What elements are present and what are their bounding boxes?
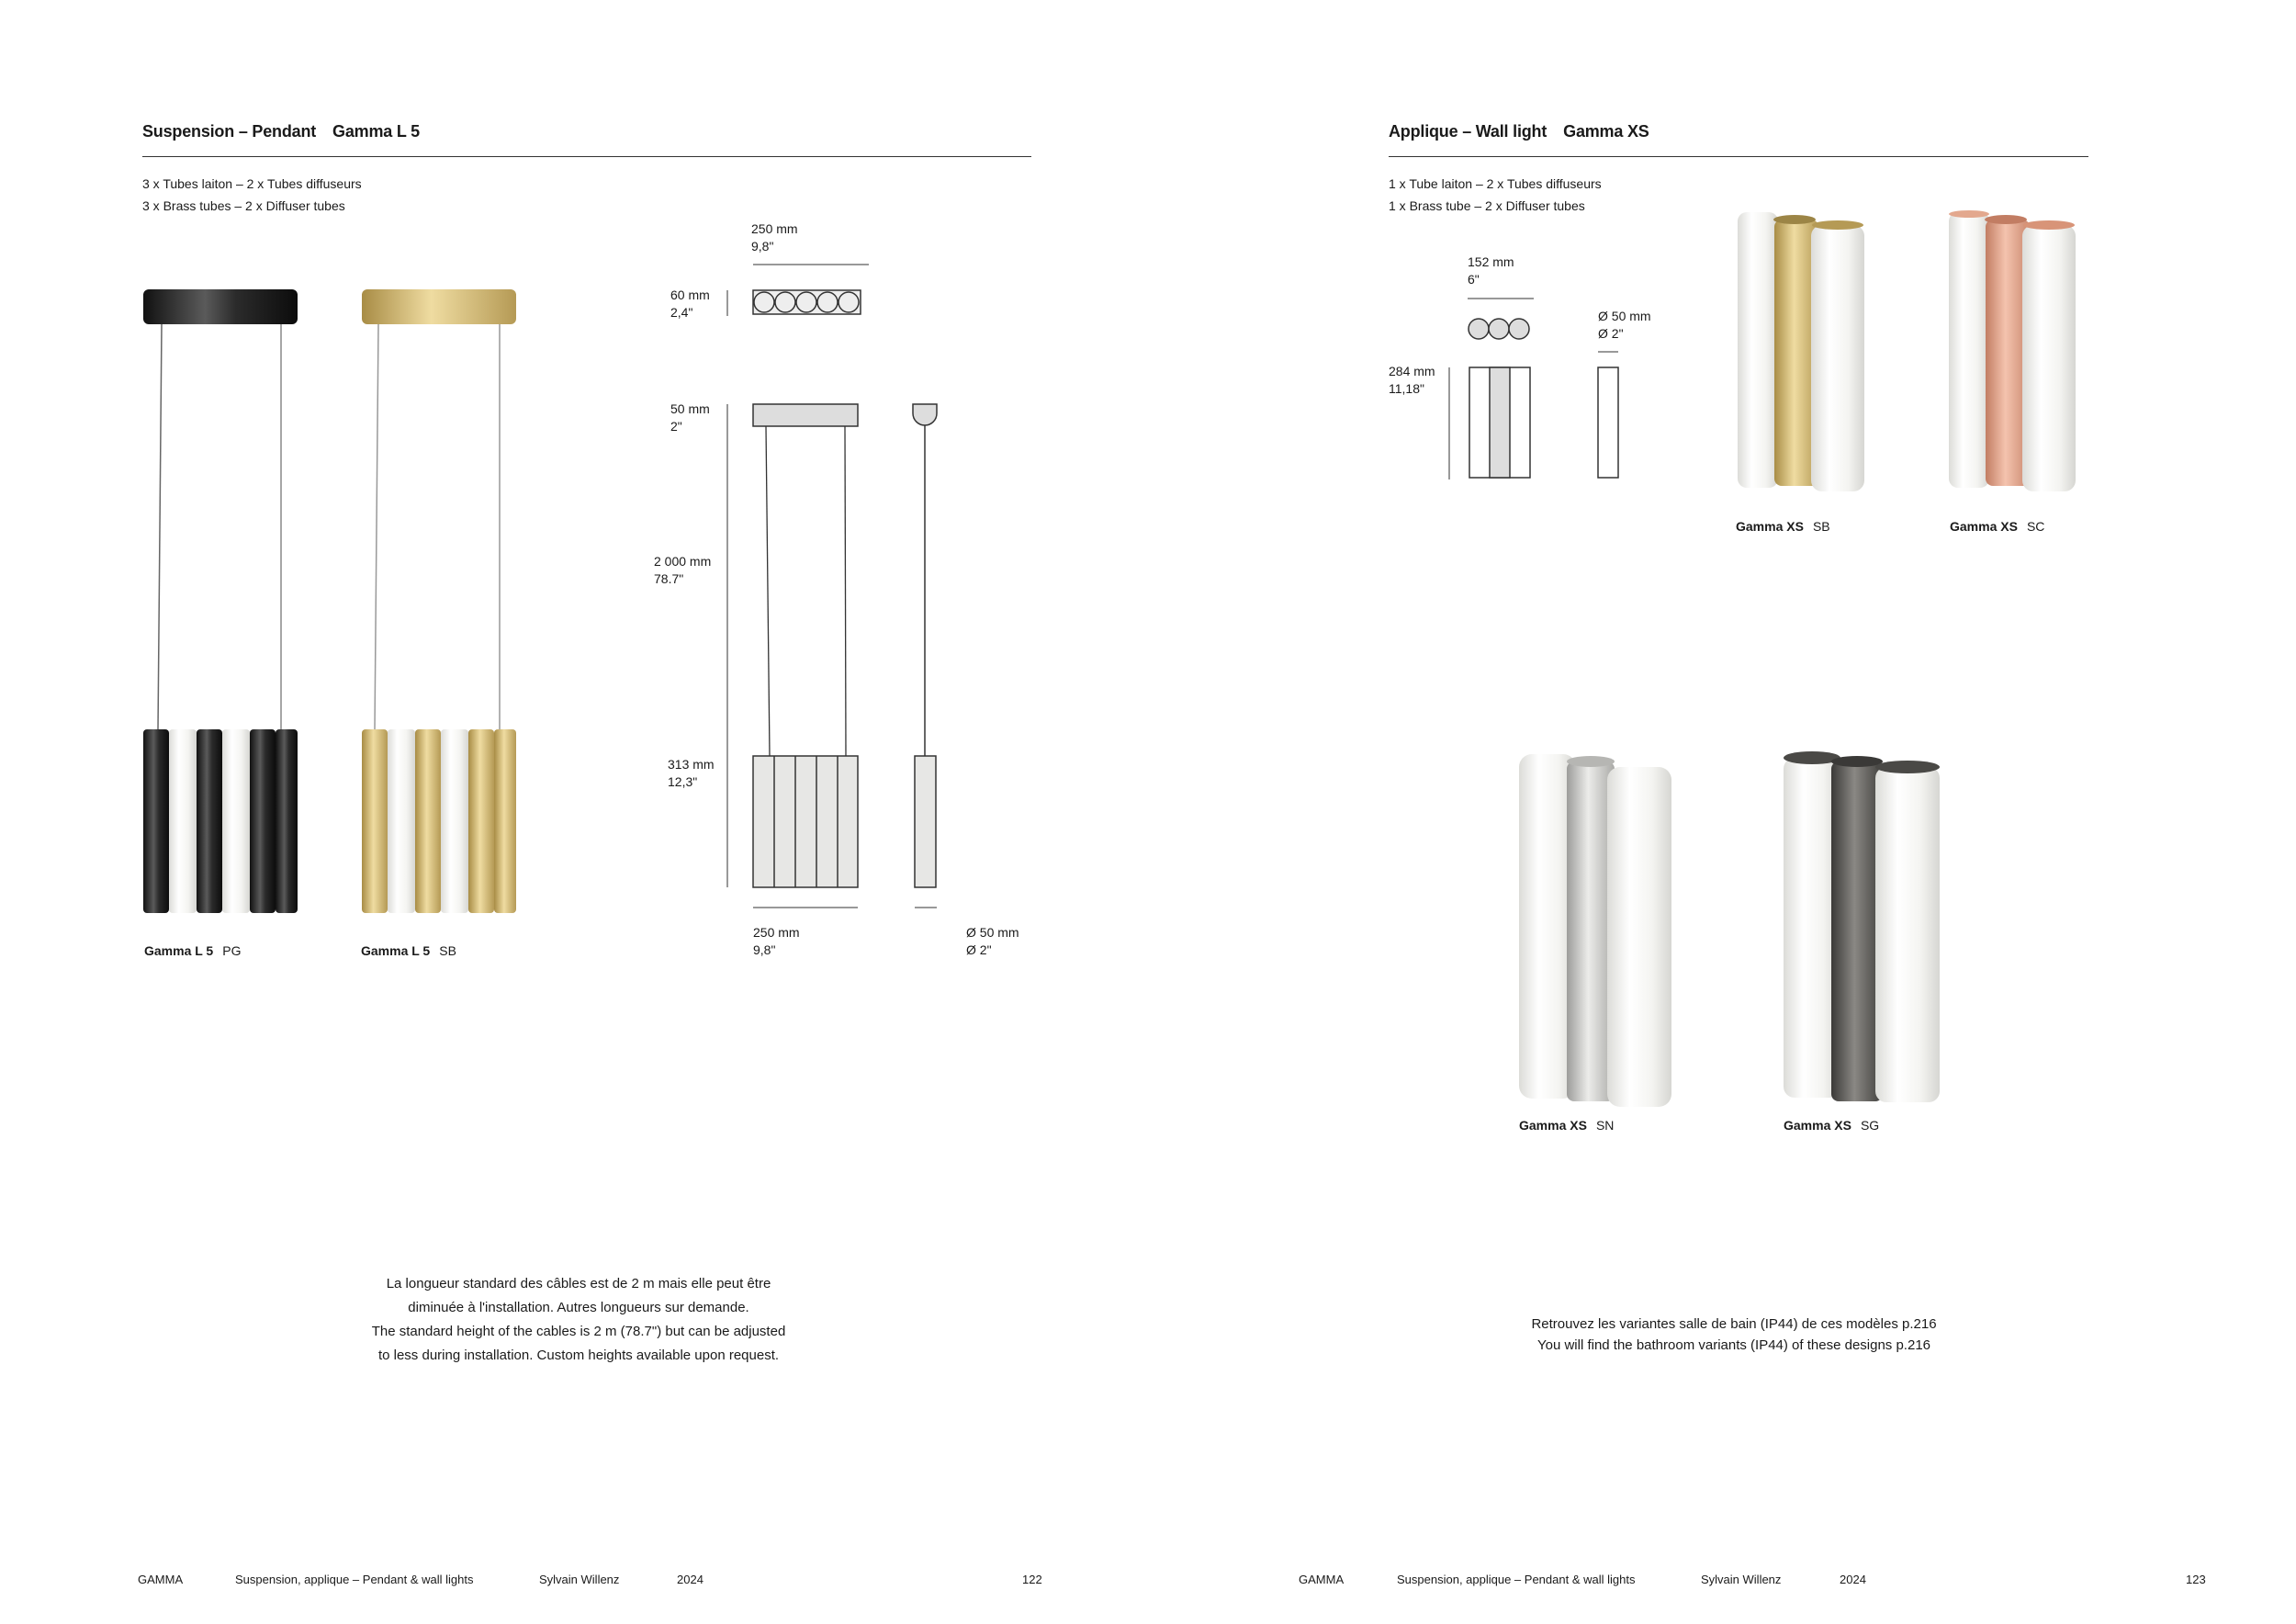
left-spec-line-fr: 3 x Tubes laiton – 2 x Tubes diffuseurs: [142, 176, 362, 191]
product-caption-l5-sb: [361, 943, 456, 958]
product-name: Gamma XS: [1736, 519, 1804, 534]
footer-page-number: 122: [1022, 1573, 1042, 1586]
dim-diameter: [966, 924, 1019, 959]
dim-value-inch: 78.7": [654, 571, 684, 586]
note-line: The standard height of the cables is 2 m (78.7") but can be adjusted: [371, 1324, 786, 1339]
right-spec-line-en: 1 x Brass tube – 2 x Diffuser tubes: [1389, 198, 1585, 213]
product-finish-code: SN: [1595, 1118, 1615, 1133]
dim-value-inch: 9,8": [753, 942, 776, 957]
footer-designer: Sylvain Willenz: [539, 1573, 620, 1586]
dim-cable-length: [654, 553, 711, 588]
right-title-model: Gamma XS: [1563, 122, 1649, 141]
dim-value-mm: 284 mm: [1389, 364, 1435, 378]
footer-page-number: 123: [2186, 1573, 2206, 1586]
product-name: Gamma XS: [1519, 1118, 1587, 1133]
product-caption-xs-sc: [1950, 519, 2044, 534]
dim-value-mm: 152 mm: [1468, 254, 1514, 269]
product-name: Gamma L 5: [361, 943, 431, 958]
dim-value-mm: 250 mm: [751, 221, 798, 236]
product-caption-l5-pg: [144, 943, 241, 958]
note-line: La longueur standard des câbles est de 2 m mais elle peut être: [386, 1276, 771, 1291]
dim-value-mm: Ø 50 mm: [966, 925, 1019, 940]
dim-value-inch: 11,18": [1389, 381, 1424, 396]
right-title-category: Applique – Wall light: [1389, 122, 1548, 141]
pendant-sb-image: [356, 285, 522, 928]
dim-value-inch: 2": [670, 419, 682, 434]
note-line: diminuée à l'installation. Autres longueurs sur demande.: [408, 1300, 749, 1315]
dim-value-inch: Ø 2": [966, 942, 992, 957]
footer-designer: Sylvain Willenz: [1701, 1573, 1782, 1586]
dim-top-height: [670, 287, 710, 321]
dim-value-mm: 2 000 mm: [654, 554, 712, 569]
product-finish-code: SG: [1860, 1118, 1880, 1133]
product-finish-code: PG: [222, 943, 242, 958]
left-spec: [142, 173, 362, 217]
right-section-title: [1389, 122, 1649, 141]
dim-value-inch: 12,3": [668, 774, 698, 789]
footer-year: 2024: [1840, 1573, 1866, 1586]
product-finish-code: SB: [1812, 519, 1830, 534]
pendant-pg-image: [138, 285, 303, 928]
dim-wall-diameter: [1598, 308, 1651, 343]
product-name: Gamma XS: [1784, 1118, 1851, 1133]
left-section-title: [142, 122, 420, 141]
right-spec: [1389, 173, 1602, 217]
dim-bottom-width: [753, 924, 800, 959]
note-line: to less during installation. Custom heights available upon request.: [377, 1348, 780, 1363]
product-caption-xs-sg: [1784, 1118, 1879, 1133]
right-spec-line-fr: 1 x Tube laiton – 2 x Tubes diffuseurs: [1389, 176, 1602, 191]
dim-value-inch: Ø 2": [1598, 326, 1624, 341]
dim-canopy-height: [670, 400, 710, 435]
footer-brand: GAMMA: [138, 1573, 184, 1586]
note-line: Retrouvez les variantes salle de bain (IP44) de ces modèles p.216: [1531, 1316, 1937, 1332]
footer-category: Suspension, applique – Pendant & wall lights: [1397, 1573, 1636, 1586]
footer-category: Suspension, applique – Pendant & wall lights: [235, 1573, 474, 1586]
product-name: Gamma XS: [1950, 519, 2018, 534]
wall-light-sn-image: [1517, 749, 1673, 1111]
dim-value-inch: 2,4": [670, 305, 693, 320]
product-finish-code: SC: [2026, 519, 2045, 534]
pendant-technical-drawing: [716, 220, 1029, 919]
wall-light-sb-image: [1734, 207, 1872, 501]
left-title-category: Suspension – Pendant: [142, 122, 317, 141]
dim-value-inch: 6": [1468, 272, 1480, 287]
dim-value-mm: 250 mm: [753, 925, 800, 940]
left-title-model: Gamma L 5: [332, 122, 420, 141]
dim-wall-width: [1468, 254, 1514, 288]
wall-light-sc-image: [1945, 207, 2083, 501]
product-caption-xs-sn: [1519, 1118, 1614, 1133]
product-caption-xs-sb: [1736, 519, 1830, 534]
left-spec-line-en: 3 x Brass tubes – 2 x Diffuser tubes: [142, 198, 345, 213]
dim-value-mm: 313 mm: [668, 757, 715, 772]
left-title-rule: [142, 156, 1031, 157]
product-name: Gamma L 5: [144, 943, 214, 958]
wall-light-sg-image: [1782, 749, 1942, 1111]
product-finish-code: SB: [439, 943, 456, 958]
dim-value-mm: 50 mm: [670, 401, 710, 416]
note-line: You will find the bathroom variants (IP44) of these designs p.216: [1536, 1337, 1931, 1353]
dim-top-width: [751, 220, 798, 255]
dim-body-height: [668, 756, 715, 791]
right-title-rule: [1389, 156, 2088, 157]
dim-value-inch: 9,8": [751, 239, 774, 254]
dim-wall-height: [1389, 363, 1435, 398]
dim-value-mm: 60 mm: [670, 288, 710, 302]
footer-brand: GAMMA: [1299, 1573, 1345, 1586]
dim-value-mm: Ø 50 mm: [1598, 309, 1651, 323]
footer-year: 2024: [677, 1573, 703, 1586]
